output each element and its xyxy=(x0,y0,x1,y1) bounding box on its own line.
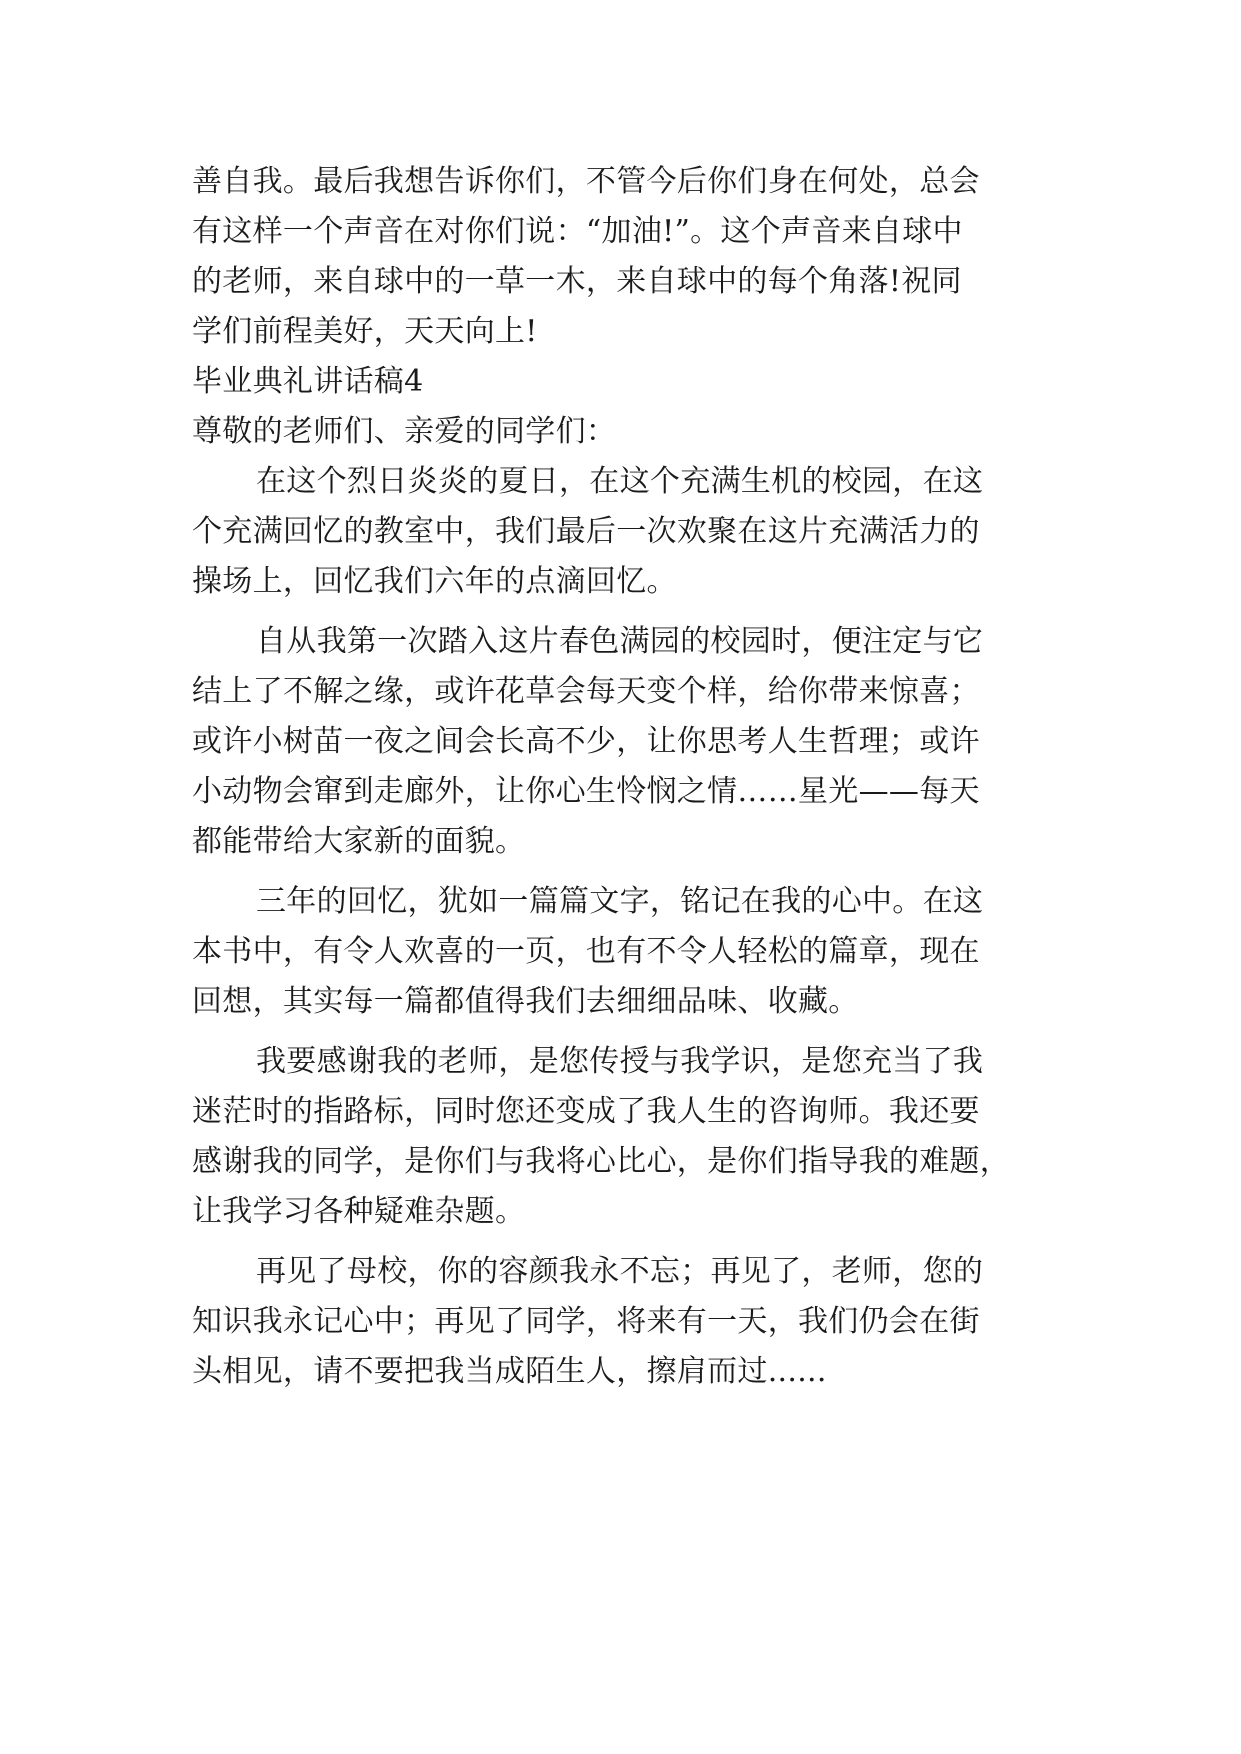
text-line: 三年的回忆，犹如一篇篇文字，铭记在我的心中。在这 xyxy=(256,884,984,919)
text-line: 或许小树苗一夜之间会长高不少，让你思考人生哲理；或许 xyxy=(192,724,980,759)
text-line: 操场上，回忆我们六年的点滴回忆。 xyxy=(192,564,677,599)
text-line: 让我学习各种疑难杂题。 xyxy=(192,1194,526,1229)
text-line: 头相见，请不要把我当成陌生人，擦肩而过...... xyxy=(192,1354,827,1389)
text-line: 再见了母校，你的容颜我永不忘；再见了，老师，您的 xyxy=(256,1254,984,1289)
text-line: 个充满回忆的教室中，我们最后一次欢聚在这片充满活力的 xyxy=(192,514,980,549)
text-line: 小动物会窜到走廊外，让你心生怜悯之情……星光——每天 xyxy=(192,774,980,809)
text-line: 回想，其实每一篇都值得我们去细细品味、收藏。 xyxy=(192,984,859,1019)
text-line: 学们前程美好，天天向上! xyxy=(192,314,538,349)
text-line: 结上了不解之缘，或许花草会每天变个样，给你带来惊喜； xyxy=(192,674,980,709)
text-line: 在这个烈日炎炎的夏日，在这个充满生机的校园，在这 xyxy=(256,464,984,499)
text-line: 知识我永记心中；再见了同学，将来有一天，我们仍会在街 xyxy=(192,1304,980,1339)
text-line: 自从我第一次踏入这片春色满园的校园时，便注定与它 xyxy=(256,624,984,659)
section-heading: 毕业典礼讲话稿4 xyxy=(192,364,424,399)
text-line: 都能带给大家新的面貌。 xyxy=(192,824,526,859)
salutation: 尊敬的老师们、亲爱的同学们： xyxy=(192,414,617,449)
text-line: 我要感谢我的老师，是您传授与我学识，是您充当了我 xyxy=(256,1044,984,1079)
text-line: 迷茫时的指路标，同时您还变成了我人生的咨询师。我还要 xyxy=(192,1094,980,1129)
text-line: 善自我。最后我想告诉你们，不管今后你们身在何处，总会 xyxy=(192,164,980,199)
text-line: 本书中，有令人欢喜的一页，也有不令人轻松的篇章，现在 xyxy=(192,934,980,969)
text-line: 感谢我的同学，是你们与我将心比心，是你们指导我的难题， xyxy=(192,1144,1011,1179)
text-line: 有这样一个声音在对你们说：“加油!”。这个声音来自球中 xyxy=(192,214,963,249)
text-line: 的老师，来自球中的一草一木，来自球中的每个角落!祝同 xyxy=(192,264,962,299)
